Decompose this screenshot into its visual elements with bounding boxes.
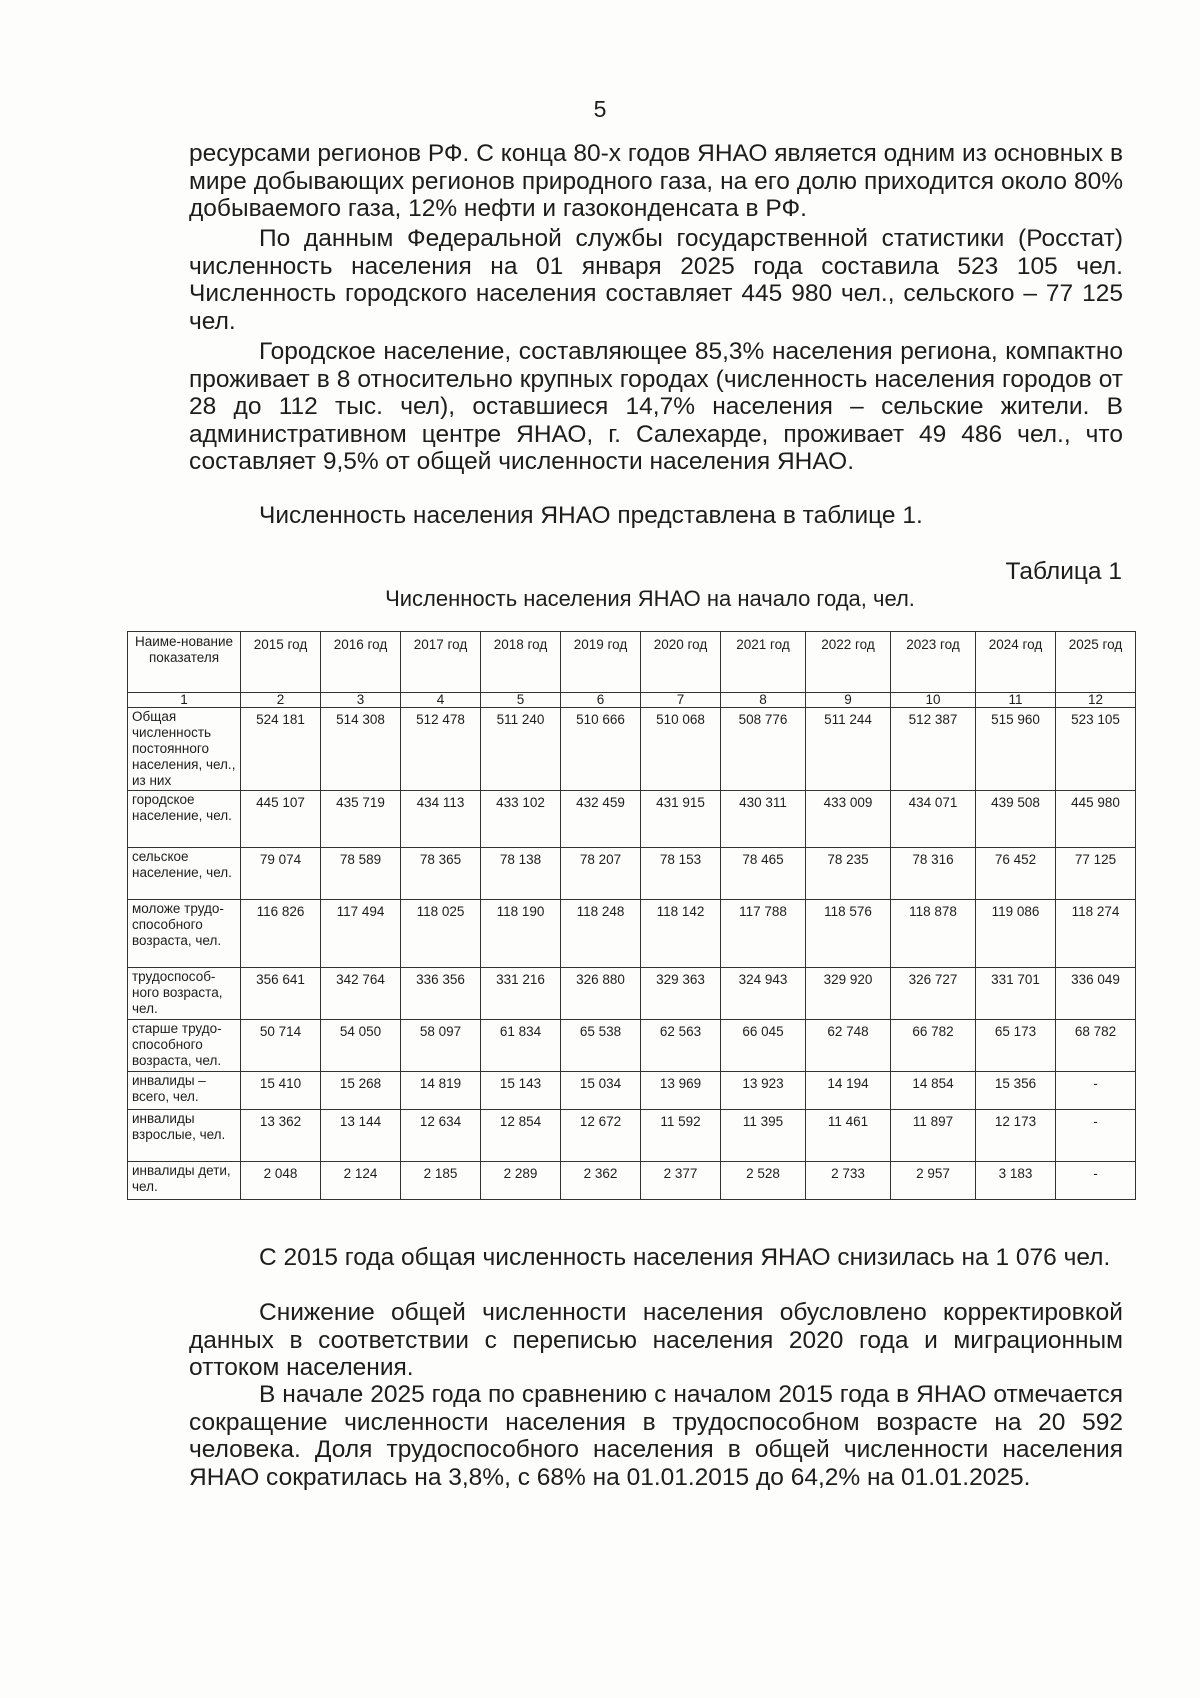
header-cell: 2018 год <box>481 632 561 693</box>
value-cell: - <box>1056 1072 1136 1110</box>
value-cell: 68 782 <box>1056 1020 1136 1072</box>
value-cell: 118 274 <box>1056 900 1136 968</box>
value-cell: - <box>1056 1162 1136 1200</box>
value-cell: 510 666 <box>561 708 641 791</box>
value-cell: 435 719 <box>321 791 401 848</box>
value-cell: 326 727 <box>891 968 976 1020</box>
value-cell: - <box>1056 1110 1136 1162</box>
value-cell: 50 714 <box>241 1020 321 1072</box>
header-cell: 2017 год <box>401 632 481 693</box>
value-cell: 331 701 <box>976 968 1056 1020</box>
row-name: городское население, чел. <box>128 791 241 848</box>
value-cell: 118 576 <box>806 900 891 968</box>
header-cell: 2022 год <box>806 632 891 693</box>
header-cell: Наиме-нование показателя <box>128 632 241 693</box>
table-row <box>128 1072 1136 1110</box>
value-cell: 116 826 <box>241 900 321 968</box>
table-row <box>128 708 1136 791</box>
value-cell: 356 641 <box>241 968 321 1020</box>
value-cell: 2 289 <box>481 1162 561 1200</box>
value-cell: 434 071 <box>891 791 976 848</box>
index-cell: 3 <box>321 693 401 708</box>
table-index-row <box>128 693 1136 708</box>
paragraph-census-correction: Снижение общей численности населения обусловлено корректировкой данных в соответствии с переписью населения 2020 года и миграционным оттоком населения. <box>189 1299 1123 1381</box>
value-cell: 54 050 <box>321 1020 401 1072</box>
value-cell: 15 356 <box>976 1072 1056 1110</box>
table-row <box>128 791 1136 848</box>
value-cell: 324 943 <box>721 968 806 1020</box>
row-name: трудоспособ-ного возраста, чел. <box>128 968 241 1020</box>
value-cell: 78 235 <box>806 848 891 900</box>
index-cell: 5 <box>481 693 561 708</box>
value-cell: 2 124 <box>321 1162 401 1200</box>
value-cell: 78 316 <box>891 848 976 900</box>
value-cell: 78 138 <box>481 848 561 900</box>
value-cell: 12 854 <box>481 1110 561 1162</box>
paragraph-working-age: В начале 2025 года по сравнению с началом 2015 года в ЯНАО отмечается сокращение численности населения в трудоспособном возрасте на 20 592 человека. Доля трудоспособного населения в общей численности населения ЯНАО сократилась на 3,8%, с 68% на 01.01.2015 до 64,2% на 01.01.2025. <box>189 1381 1123 1491</box>
value-cell: 515 960 <box>976 708 1056 791</box>
index-cell: 12 <box>1056 693 1136 708</box>
value-cell: 12 634 <box>401 1110 481 1162</box>
value-cell: 512 387 <box>891 708 976 791</box>
value-cell: 508 776 <box>721 708 806 791</box>
value-cell: 14 854 <box>891 1072 976 1110</box>
header-cell: 2015 год <box>241 632 321 693</box>
value-cell: 2 185 <box>401 1162 481 1200</box>
value-cell: 512 478 <box>401 708 481 791</box>
value-cell: 12 672 <box>561 1110 641 1162</box>
paragraph-resources: ресурсами регионов РФ. С конца 80-х годов ЯНАО является одним из основных в мире добывающих регионов природного газа, на его долю приходится около 80% добываемого газа, 12% нефти и газоконденсата в РФ. <box>189 140 1123 222</box>
table-header-row <box>128 632 1136 693</box>
index-cell: 10 <box>891 693 976 708</box>
value-cell: 13 144 <box>321 1110 401 1162</box>
index-cell: 2 <box>241 693 321 708</box>
value-cell: 13 923 <box>721 1072 806 1110</box>
value-cell: 11 395 <box>721 1110 806 1162</box>
index-cell: 11 <box>976 693 1056 708</box>
value-cell: 119 086 <box>976 900 1056 968</box>
value-cell: 433 009 <box>806 791 891 848</box>
value-cell: 511 244 <box>806 708 891 791</box>
value-cell: 439 508 <box>976 791 1056 848</box>
index-cell: 7 <box>641 693 721 708</box>
value-cell: 117 494 <box>321 900 401 968</box>
value-cell: 430 311 <box>721 791 806 848</box>
value-cell: 433 102 <box>481 791 561 848</box>
value-cell: 118 248 <box>561 900 641 968</box>
value-cell: 11 897 <box>891 1110 976 1162</box>
value-cell: 445 980 <box>1056 791 1136 848</box>
row-name: старше трудо-способного возраста, чел. <box>128 1020 241 1072</box>
row-name: инвалиды взрослые, чел. <box>128 1110 241 1162</box>
row-name: инвалиды дети, чел. <box>128 1162 241 1200</box>
paragraph-urban-population: Городское население, составляющее 85,3% населения региона, компактно проживает в 8 относительно крупных городах (численность населения городов от 28 до 112 тыс. чел), оставшиеся 14,7% населения – сельские жители. В административном центре ЯНАО, г. Салехарде, проживает 49 486 чел., что составляет 9,5% от общей численности населения ЯНАО. <box>189 338 1123 475</box>
value-cell: 13 362 <box>241 1110 321 1162</box>
row-name: сельское население, чел. <box>128 848 241 900</box>
value-cell: 329 920 <box>806 968 891 1020</box>
value-cell: 11 592 <box>641 1110 721 1162</box>
value-cell: 326 880 <box>561 968 641 1020</box>
value-cell: 2 377 <box>641 1162 721 1200</box>
value-cell: 118 190 <box>481 900 561 968</box>
index-cell: 6 <box>561 693 641 708</box>
value-cell: 62 563 <box>641 1020 721 1072</box>
index-cell: 9 <box>806 693 891 708</box>
value-cell: 78 153 <box>641 848 721 900</box>
value-cell: 65 538 <box>561 1020 641 1072</box>
value-cell: 79 074 <box>241 848 321 900</box>
value-cell: 118 878 <box>891 900 976 968</box>
header-cell: 2025 год <box>1056 632 1136 693</box>
table-row <box>128 1162 1136 1200</box>
value-cell: 118 142 <box>641 900 721 968</box>
value-cell: 342 764 <box>321 968 401 1020</box>
population-table <box>127 631 1136 1200</box>
value-cell: 336 049 <box>1056 968 1136 1020</box>
value-cell: 66 045 <box>721 1020 806 1072</box>
index-cell: 8 <box>721 693 806 708</box>
value-cell: 431 915 <box>641 791 721 848</box>
value-cell: 78 365 <box>401 848 481 900</box>
value-cell: 514 308 <box>321 708 401 791</box>
paragraph-decline: С 2015 года общая численность населения ЯНАО снизилась на 1 076 чел. <box>259 1244 1111 1271</box>
value-cell: 2 957 <box>891 1162 976 1200</box>
value-cell: 15 034 <box>561 1072 641 1110</box>
header-cell: 2016 год <box>321 632 401 693</box>
value-cell: 15 143 <box>481 1072 561 1110</box>
header-cell: 2023 год <box>891 632 976 693</box>
value-cell: 432 459 <box>561 791 641 848</box>
value-cell: 77 125 <box>1056 848 1136 900</box>
value-cell: 78 589 <box>321 848 401 900</box>
value-cell: 78 465 <box>721 848 806 900</box>
page-number: 5 <box>593 96 607 122</box>
value-cell: 78 207 <box>561 848 641 900</box>
value-cell: 2 048 <box>241 1162 321 1200</box>
value-cell: 510 068 <box>641 708 721 791</box>
row-name: Общая численность постоянного населения, чел., из них <box>128 708 241 791</box>
value-cell: 13 969 <box>641 1072 721 1110</box>
value-cell: 445 107 <box>241 791 321 848</box>
table-label: Таблица 1 <box>1005 558 1122 585</box>
value-cell: 14 819 <box>401 1072 481 1110</box>
value-cell: 14 194 <box>806 1072 891 1110</box>
value-cell: 58 097 <box>401 1020 481 1072</box>
table-row <box>128 848 1136 900</box>
index-cell: 4 <box>401 693 481 708</box>
value-cell: 12 173 <box>976 1110 1056 1162</box>
value-cell: 62 748 <box>806 1020 891 1072</box>
row-name: инвалиды – всего, чел. <box>128 1072 241 1110</box>
value-cell: 15 410 <box>241 1072 321 1110</box>
value-cell: 336 356 <box>401 968 481 1020</box>
table-row <box>128 1110 1136 1162</box>
value-cell: 524 181 <box>241 708 321 791</box>
value-cell: 523 105 <box>1056 708 1136 791</box>
header-cell: 2024 год <box>976 632 1056 693</box>
value-cell: 61 834 <box>481 1020 561 1072</box>
value-cell: 65 173 <box>976 1020 1056 1072</box>
table-row <box>128 900 1136 968</box>
value-cell: 434 113 <box>401 791 481 848</box>
value-cell: 2 733 <box>806 1162 891 1200</box>
value-cell: 118 025 <box>401 900 481 968</box>
index-cell: 1 <box>128 693 241 708</box>
value-cell: 331 216 <box>481 968 561 1020</box>
row-name: моложе трудо-способного возраста, чел. <box>128 900 241 968</box>
header-cell: 2021 год <box>721 632 806 693</box>
table-row <box>128 1020 1136 1072</box>
paragraph-table-reference: Численность населения ЯНАО представлена в таблице 1. <box>259 502 923 529</box>
value-cell: 117 788 <box>721 900 806 968</box>
value-cell: 66 782 <box>891 1020 976 1072</box>
value-cell: 2 528 <box>721 1162 806 1200</box>
header-cell: 2020 год <box>641 632 721 693</box>
table-row <box>128 968 1136 1020</box>
value-cell: 511 240 <box>481 708 561 791</box>
value-cell: 76 452 <box>976 848 1056 900</box>
paragraph-rosstat: По данным Федеральной службы государственной статистики (Росстат) численность населения на 01 января 2025 года составила 523 105 чел. Численность городского населения составляет 445 980 чел., сельского – 77 125 чел. <box>189 225 1123 335</box>
value-cell: 2 362 <box>561 1162 641 1200</box>
value-cell: 3 183 <box>976 1162 1056 1200</box>
value-cell: 329 363 <box>641 968 721 1020</box>
table-caption: Численность населения ЯНАО на начало года, чел. <box>385 586 915 611</box>
header-cell: 2019 год <box>561 632 641 693</box>
value-cell: 11 461 <box>806 1110 891 1162</box>
value-cell: 15 268 <box>321 1072 401 1110</box>
